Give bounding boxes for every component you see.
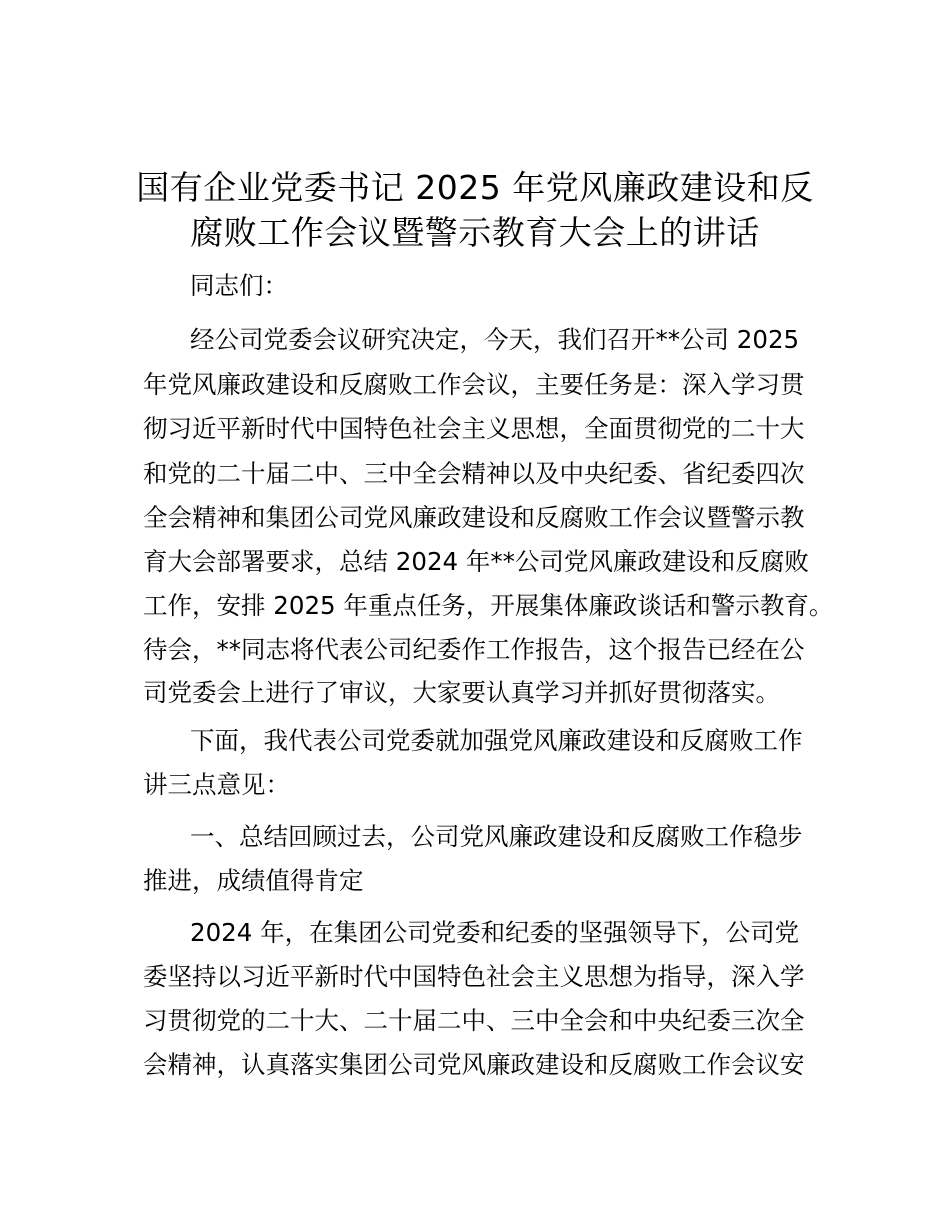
paragraph-3-line: 会精神，认真落实集团公司党风廉政建设和反腐败工作会议安 xyxy=(143,1050,805,1079)
paragraph-1-line: 育大会部署要求，总结 2024 年**公司党风廉政建设和反腐败 xyxy=(143,547,809,576)
title-line-1: 国有企业党委书记 2025 年党风廉政建设和反 xyxy=(136,168,814,207)
salutation: 同志们： xyxy=(190,271,288,300)
paragraph-2-line: 讲三点意见： xyxy=(143,770,290,799)
paragraph-1-line: 待会，**同志将代表公司纪委作工作报告，这个报告已经在公 xyxy=(143,635,805,664)
title-line-2: 腐败工作会议暨警示教育大会上的讲话 xyxy=(190,213,760,252)
paragraph-1-line: 经公司党委会议研究决定，今天，我们召开**公司 2025 xyxy=(190,325,800,354)
paragraph-1-line: 全会精神和集团公司党风廉政建设和反腐败工作会议暨警示教 xyxy=(143,503,805,532)
paragraph-1-line: 司党委会上进行了审议，大家要认真学习并抓好贯彻落实。 xyxy=(143,678,780,707)
paragraph-1-line: 年党风廉政建设和反腐败工作会议，主要任务是：深入学习贯 xyxy=(143,370,805,399)
paragraph-1-line: 工作，安排 2025 年重点任务，开展集体廉政谈话和警示教育。 xyxy=(143,591,834,620)
section-heading-line: 推进，成绩值得肯定 xyxy=(143,866,364,895)
section-heading-line: 一、总结回顾过去，公司党风廉政建设和反腐败工作稳步 xyxy=(190,822,803,851)
paragraph-1-line: 和党的二十届二中、三中全会精神以及中央纪委、省纪委四次 xyxy=(143,459,805,488)
paragraph-3-line: 习贯彻党的二十大、二十届二中、三中全会和中央纪委三次全 xyxy=(143,1006,805,1035)
paragraph-2-line: 下面，我代表公司党委就加强党风廉政建设和反腐败工作 xyxy=(190,726,803,755)
paragraph-1-line: 彻习近平新时代中国特色社会主义思想，全面贯彻党的二十大 xyxy=(143,414,805,443)
paragraph-3-line: 2024 年，在集团公司党委和纪委的坚强领导下，公司党 xyxy=(190,918,800,947)
paragraph-3-line: 委坚持以习近平新时代中国特色社会主义思想为指导，深入学 xyxy=(143,962,805,991)
